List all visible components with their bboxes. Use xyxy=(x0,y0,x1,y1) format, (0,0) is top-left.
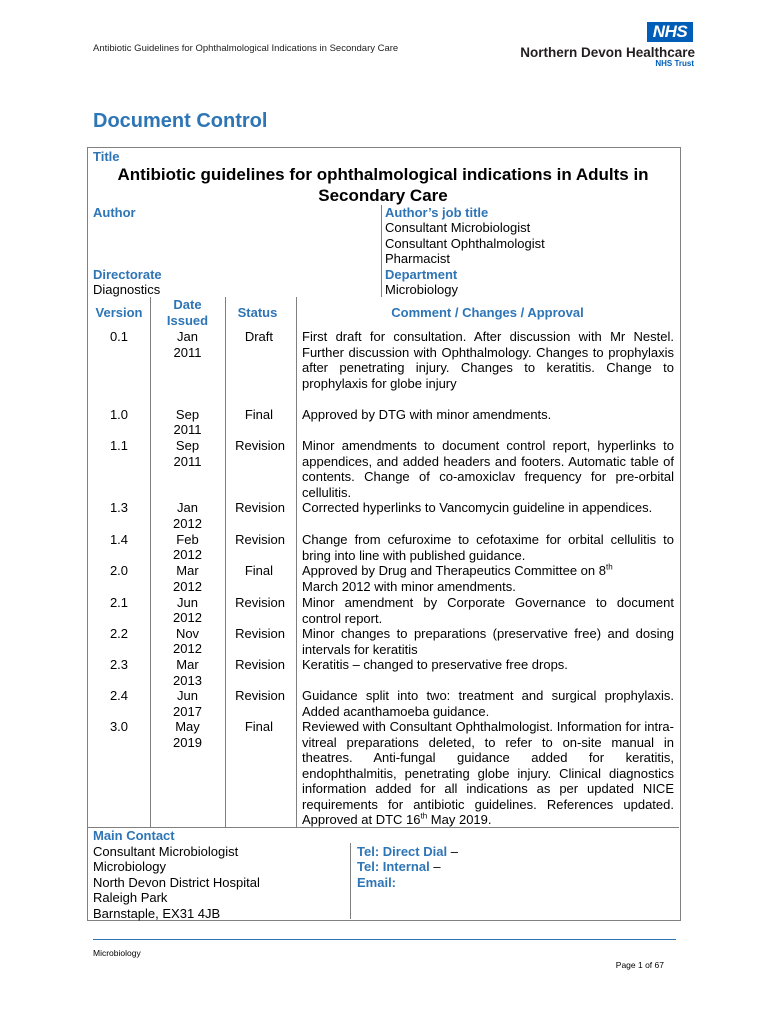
row-comment-text: Approved by Drug and Therapeutics Committee on 8 xyxy=(302,563,606,578)
row-status: Revision xyxy=(235,657,285,672)
ordinal-suffix: th xyxy=(420,811,428,821)
row-status: Revision xyxy=(235,438,285,453)
row-version: 2.1 xyxy=(109,595,129,610)
row-date: Sep xyxy=(175,407,200,422)
row-status: Revision xyxy=(235,626,285,641)
row-date: Mar xyxy=(176,563,199,578)
author-divider xyxy=(381,205,382,297)
footer-department: Microbiology xyxy=(93,948,141,958)
job-title-item: Pharmacist xyxy=(385,251,451,266)
row-version: 1.3 xyxy=(109,500,129,515)
page-title: Document Control xyxy=(93,110,268,132)
row-date: 2011 xyxy=(173,422,202,437)
org-name: Northern Devon Healthcare xyxy=(520,45,695,60)
tel-direct-value: – xyxy=(450,844,458,859)
email-label: Email: xyxy=(357,875,397,890)
contact-line: Barnstaple, EX31 4JB xyxy=(93,906,221,921)
tel-internal-value: – xyxy=(433,859,441,874)
author-label: Author xyxy=(93,205,136,220)
ordinal-suffix: th xyxy=(605,562,613,572)
department-label: Department xyxy=(385,267,458,282)
row-version: 0.1 xyxy=(109,329,129,344)
row-comment xyxy=(302,719,674,828)
footer-rule xyxy=(93,939,676,940)
row-date: Jun xyxy=(177,688,198,703)
row-comment: Keratitis – changed to preservative free drops. xyxy=(302,657,568,672)
row-comment-text: March 2012 with minor amendments. xyxy=(302,578,516,594)
main-contact-label: Main Contact xyxy=(93,828,175,843)
row-date: 2011 xyxy=(173,454,202,469)
directorate-value: Diagnostics xyxy=(93,282,161,297)
directorate-label: Directorate xyxy=(93,267,162,282)
row-version: 1.4 xyxy=(109,532,129,547)
row-version: 1.1 xyxy=(109,438,129,453)
row-date: Jan xyxy=(177,500,198,515)
col-divider xyxy=(296,297,297,828)
row-version: 2.3 xyxy=(109,657,129,672)
contact-line: Consultant Microbiologist xyxy=(93,844,239,859)
row-status: Revision xyxy=(235,500,285,515)
document-name-line2: Secondary Care xyxy=(318,186,448,205)
row-status: Final xyxy=(244,563,273,578)
row-comment: Minor amendments to document control report, hyperlinks to appendices, and added headers and footers. Automatic table of contents. Change of co-amoxiclav frequency for pre-orbital cellulitis. xyxy=(302,438,674,500)
row-comment: Change from cefuroxime to cefotaxime for orbital cellulitis to bring into line with published guidance. xyxy=(302,532,674,563)
row-version: 3.0 xyxy=(109,719,129,734)
author-job-title-label: Author’s job title xyxy=(385,205,489,220)
row-comment: First draft for consultation. After discussion with Mr Nestel. Further discussion with Ophthalmology. Changes to prophylaxis after penetrating injury. Changes to keratitis. Change to prophylaxis for globe injury xyxy=(302,329,674,391)
job-title-item: Consultant Ophthalmologist xyxy=(385,236,545,251)
org-subtitle: NHS Trust xyxy=(655,59,694,68)
row-date: 2012 xyxy=(173,547,202,562)
contact-line: North Devon District Hospital xyxy=(93,875,260,890)
row-version: 2.0 xyxy=(109,563,129,578)
row-date: Sep xyxy=(175,438,200,453)
title-label: Title xyxy=(93,149,120,164)
contact-line: Raleigh Park xyxy=(93,890,168,905)
department-value: Microbiology xyxy=(385,282,458,297)
row-comment: Corrected hyperlinks to Vancomycin guideline in appendices. xyxy=(302,500,653,515)
row-comment: Minor amendment by Corporate Governance to document control report. xyxy=(302,595,674,626)
row-date: 2012 xyxy=(173,610,202,625)
row-date: Nov xyxy=(175,626,200,641)
row-status: Revision xyxy=(235,688,285,703)
row-status: Draft xyxy=(244,329,273,344)
row-date: 2011 xyxy=(173,345,202,360)
row-date: 2012 xyxy=(173,516,202,531)
row-version: 2.2 xyxy=(109,626,129,641)
date-header: Issued xyxy=(166,313,209,328)
row-version: 1.0 xyxy=(109,407,129,422)
contact-col-divider xyxy=(350,843,351,919)
row-date: 2013 xyxy=(173,673,202,688)
row-date: Mar xyxy=(176,657,199,672)
tel-internal-label: Tel: Internal xyxy=(357,859,430,874)
row-status: Final xyxy=(244,719,273,734)
comment-header: Comment / Changes / Approval xyxy=(391,305,584,320)
row-date: 2019 xyxy=(173,735,202,750)
row-date: 2012 xyxy=(173,641,202,656)
version-header: Version xyxy=(95,305,143,320)
contact-divider xyxy=(88,827,679,828)
row-comment-text: Reviewed with Consultant Ophthalmologist. Information for intra-vitreal preparations deleted, to refer to on-site manual in theatres. Anti-fungal guidance added for keratitis, endophthalmitis, penetrating globe injury. Clinical diagnostics information added for all indications as per updated NICE requirements for antibiotic guidelines. References updated. Approved at DTC 16 xyxy=(302,719,674,827)
row-comment-text: May 2019. xyxy=(427,812,492,827)
row-comment: Approved by DTG with minor amendments. xyxy=(302,407,552,422)
row-status: Revision xyxy=(235,532,285,547)
row-comment: Minor changes to preparations (preservative free) and dosing intervals for keratitis xyxy=(302,626,674,657)
row-date: Jan xyxy=(177,329,198,344)
page-number: Page 1 of 67 xyxy=(615,960,664,970)
nhs-logo: NHS xyxy=(647,22,693,42)
row-status: Revision xyxy=(235,595,285,610)
date-header: Date xyxy=(173,297,202,312)
tel-direct xyxy=(357,844,458,860)
contact-line: Microbiology xyxy=(93,859,166,874)
row-date: 2017 xyxy=(173,704,202,719)
document-name-line1: Antibiotic guidelines for ophthalmological indications in Adults in xyxy=(117,165,649,184)
row-date: 2012 xyxy=(173,579,202,594)
row-version: 2.4 xyxy=(109,688,129,703)
row-comment xyxy=(302,563,674,594)
status-header: Status xyxy=(237,305,278,320)
row-date: May xyxy=(175,719,200,734)
row-date: Jun xyxy=(177,595,198,610)
row-comment: Guidance split into two: treatment and surgical prophylaxis. Added acanthamoeba guidance. xyxy=(302,688,674,719)
tel-internal xyxy=(357,859,441,875)
job-title-item: Consultant Microbiologist xyxy=(385,220,531,235)
tel-direct-label: Tel: Direct Dial xyxy=(357,844,448,859)
row-date: Feb xyxy=(176,532,199,547)
running-header: Antibiotic Guidelines for Ophthalmological Indications in Secondary Care xyxy=(93,43,399,54)
row-status: Final xyxy=(244,407,273,422)
